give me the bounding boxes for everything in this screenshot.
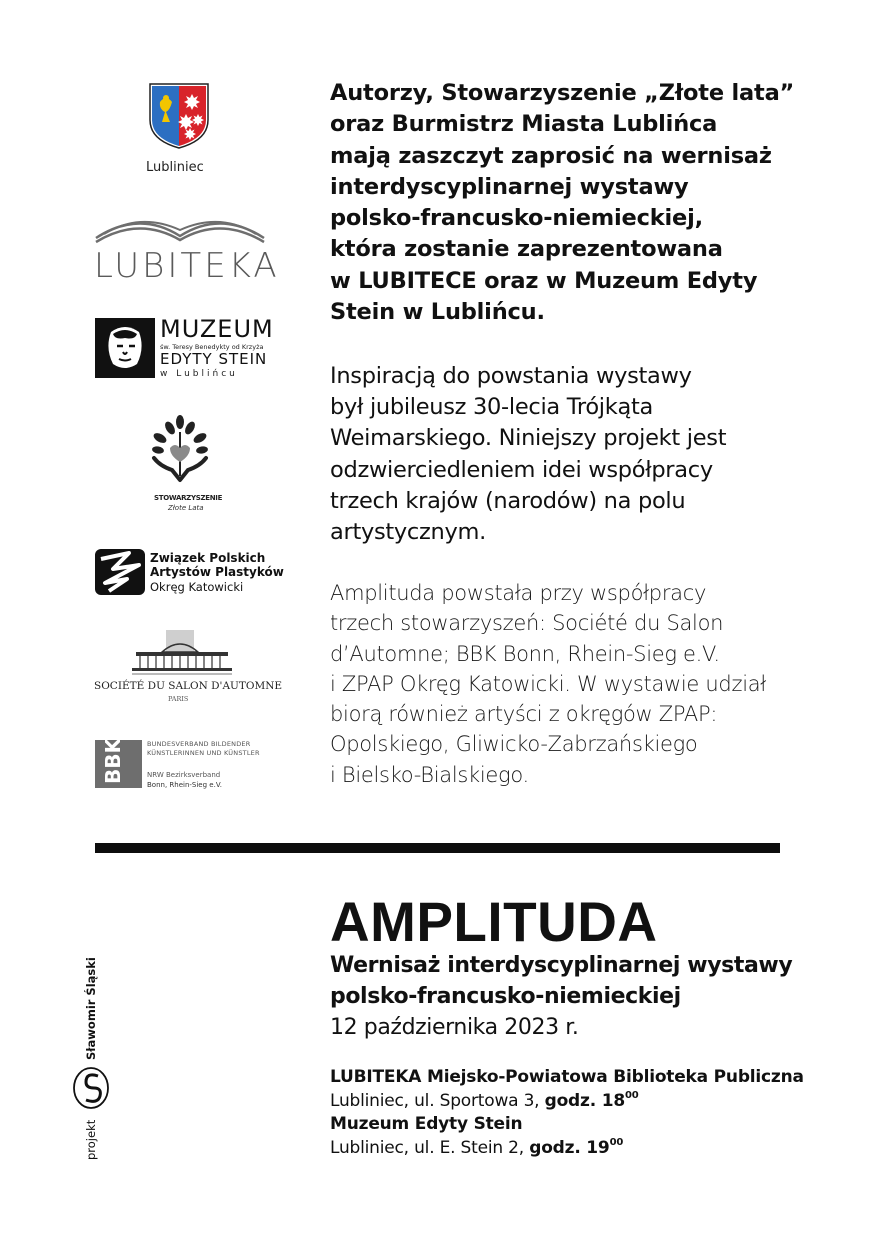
bbk-line2: KÜNSTLERINNEN UND KÜNSTLER	[147, 749, 260, 757]
partners-line: Amplituda powstała przy współpracy	[330, 581, 707, 605]
invitation-line: która zostanie zaprezentowana	[330, 236, 723, 263]
designer-credit	[84, 957, 124, 1163]
venues	[330, 1066, 850, 1160]
venue2-time: godz. 19	[529, 1137, 610, 1158]
venue1-name: LUBITEKA Miejsko-Powiatowa Biblioteka Publiczna	[330, 1067, 804, 1087]
invitation-line: interdyscyplinarnej wystawy	[330, 173, 689, 200]
lubliniec-coat-of-arms-icon	[146, 80, 212, 150]
tree-hands-heart-icon	[148, 414, 212, 490]
inspiration-line: trzech krajów (narodów) na polu	[330, 487, 686, 514]
invitation-line: polsko-francusko-niemieckiej,	[330, 205, 703, 232]
partners-line: trzech stowarzyszeń: Société du Salon	[330, 611, 724, 636]
venue2-name: Muzeum Edyty Stein	[330, 1114, 523, 1134]
partners-line: Opolskiego, Gliwicko-Zabrzańskiego	[330, 732, 698, 757]
credit-author: Sławomir Śląski	[84, 957, 98, 1060]
invitation-line: Autorzy, Stowarzyszenie „Złote lata”	[330, 80, 795, 106]
stowarzyszenie-line1: STOWARZYSZENIE	[154, 494, 223, 502]
section-divider	[95, 843, 780, 853]
bbk-line4: Bonn, Rhein-Sieg e.V.	[147, 781, 222, 789]
venue2-address: Lubliniec, ul. E. Stein 2,	[330, 1137, 524, 1158]
venue1-address: Lubliniec, ul. Sportowa 3,	[330, 1090, 540, 1111]
lubliniec-caption: Lubliniec	[146, 160, 204, 175]
zpap-line3: Okręg Katowicki	[150, 580, 244, 594]
event-subtitle-line2: polsko-francusko-niemieckiej	[330, 984, 681, 1009]
venue1-time: godz. 18	[544, 1090, 625, 1111]
grand-palais-icon	[132, 630, 232, 678]
inspiration-line: Weimarskiego. Niniejszy projekt jest	[330, 425, 727, 452]
inspiration-line: był jubileusz 30-lecia Trójkąta	[330, 394, 653, 421]
zpap-mark-icon	[95, 549, 145, 595]
event-subtitle	[330, 950, 850, 1043]
zpap-logo	[95, 549, 284, 597]
inspiration-line: odzwierciedleniem idei współpracy	[330, 456, 713, 483]
salon-line1: SOCIÉTÉ DU SALON D'AUTOMNE	[94, 680, 283, 692]
invitation-line: mają zaszczyt zaprosić na wernisaż	[330, 142, 772, 169]
zpap-line2: Artystów Plastyków	[150, 565, 284, 579]
invitation-line: Stein w Lublińcu.	[330, 299, 545, 326]
partners-text	[330, 578, 870, 790]
venue2-line	[330, 1137, 850, 1161]
muzeum-line1: MUZEUM	[160, 315, 274, 343]
event-title: AMPLITUDA	[330, 890, 658, 953]
muzeum-line2: św. Teresy Benedykty od Krzyża	[160, 343, 264, 351]
event-subtitle-line1: Wernisaż interdyscyplinarnej wystawy	[330, 953, 793, 978]
muzeum-logo	[95, 315, 274, 380]
venue1-time-minutes: 00	[624, 1089, 639, 1101]
muzeum-line3: EDYTY STEIN	[160, 350, 268, 368]
zpap-line1: Związek Polskich	[150, 551, 266, 565]
stowarzyszenie-line2: Złote Lata	[168, 504, 204, 512]
partners-line: d’Automne; BBK Bonn, Rhein-Sieg e.V.	[330, 641, 720, 666]
venue2-time-minutes: 00	[609, 1136, 624, 1148]
salon-logo	[94, 630, 283, 706]
partners-line: i ZPAP Okręg Katowicki. W wystawie udział	[330, 671, 766, 696]
invitation-line: w LUBITECE oraz w Muzeum Edyty	[330, 267, 758, 294]
partners-line: i Bielsko-Bialskiego.	[330, 762, 529, 787]
bbk-logo	[95, 740, 270, 792]
designer-monogram-icon	[72, 1066, 110, 1110]
event-date: 12 października 2023 r.	[330, 1015, 579, 1040]
bbk-line1: BUNDESVERBAND BILDENDER	[147, 740, 251, 748]
lubiteka-wordmark: LUBITEKA	[94, 246, 280, 286]
inspiration-line: artystycznym.	[330, 519, 486, 546]
inspiration-line: Inspiracją do powstania wystawy	[330, 363, 692, 389]
stowarzyszenie-logo	[146, 414, 223, 518]
partners-line: biorą również artyści z okręgów ZPAP:	[330, 702, 718, 727]
salon-line2: PARIS	[168, 695, 189, 703]
lubliniec-logo	[146, 80, 212, 180]
edith-stein-portrait-icon	[95, 318, 155, 378]
inspiration-text	[330, 361, 850, 548]
muzeum-line4: w Lublińcu	[160, 369, 238, 379]
bbk-mark-text: BBK	[101, 738, 125, 784]
venue1-line	[330, 1090, 850, 1114]
credit-prefix: projekt	[84, 1119, 98, 1160]
invitation-text	[330, 78, 850, 328]
invitation-line: oraz Burmistrz Miasta Lublińca	[330, 111, 718, 138]
open-book-icon	[94, 208, 266, 244]
lubiteka-logo	[94, 208, 280, 288]
bbk-line3: NRW Bezirksverband	[147, 771, 221, 779]
